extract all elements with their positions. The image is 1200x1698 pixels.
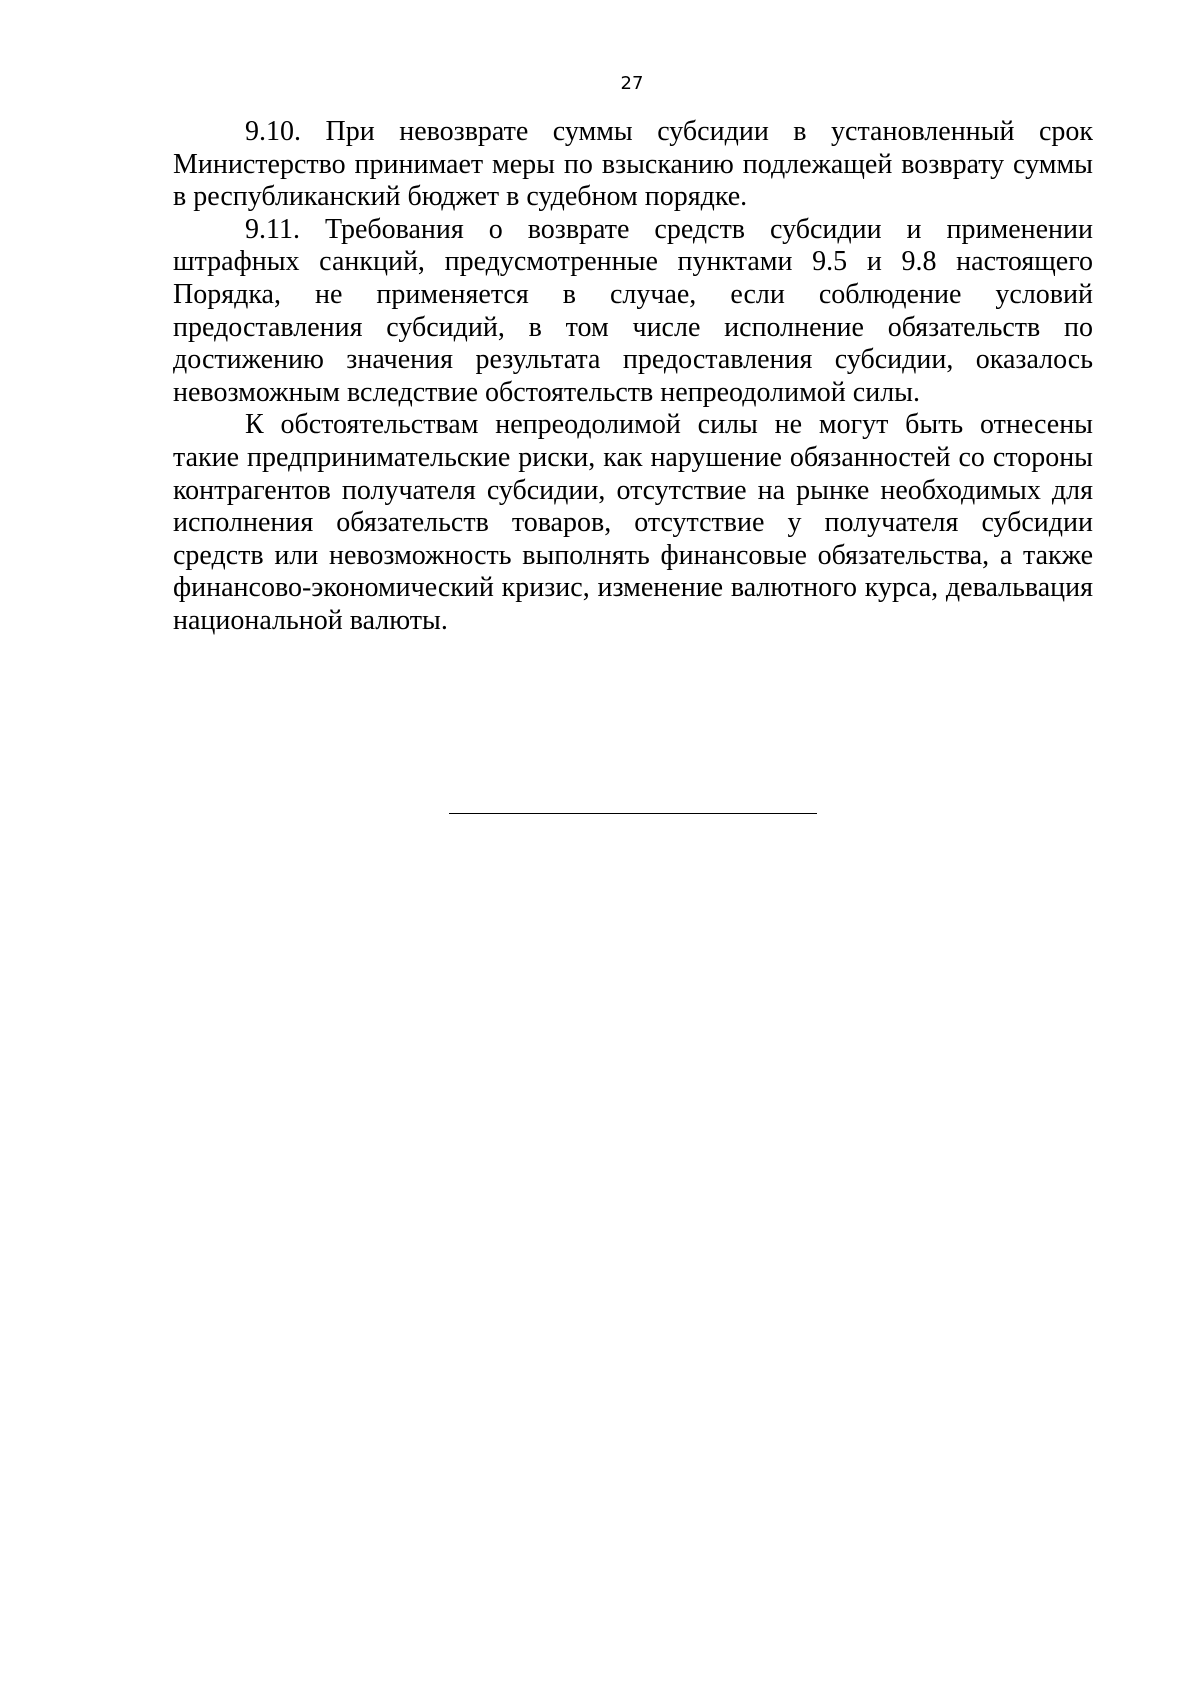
end-of-document-divider bbox=[449, 813, 817, 814]
page-number: 27 bbox=[620, 73, 644, 94]
paragraph-9-10: 9.10. При невозврате суммы субсидии в установленный срок Министерство принимает меры по взысканию подлежащей возврату суммы в республиканский бюджет в судебном порядке. bbox=[173, 116, 1093, 213]
document-body bbox=[173, 116, 1093, 638]
paragraph-force-majeure: К обстоятельствам непреодолимой силы не могут быть отнесены такие предпринимательские риски, как нарушение обязанностей со стороны контрагентов получателя субсидии, отсутствие на рынке необходимых для исполнения обязательств товаров, отсутствие у получателя субсидии средств или невозможность выполнять финансовые обязательства, а также финансово-экономический кризис, изменение валютного курса, девальвация национальной валюты. bbox=[173, 409, 1093, 636]
paragraph-9-11: 9.11. Требования о возврате средств субсидии и применении штрафных санкций, предусмотренные пунктами 9.5 и 9.8 настоящего Порядка, не применяется в случае, если соблюдение условий предоставления субсидий, в том числе исполнение обязательств по достижению значения результата предоставления субсидии, оказалось невозможным вследствие обстоятельств непреодолимой силы. bbox=[173, 213, 1093, 408]
